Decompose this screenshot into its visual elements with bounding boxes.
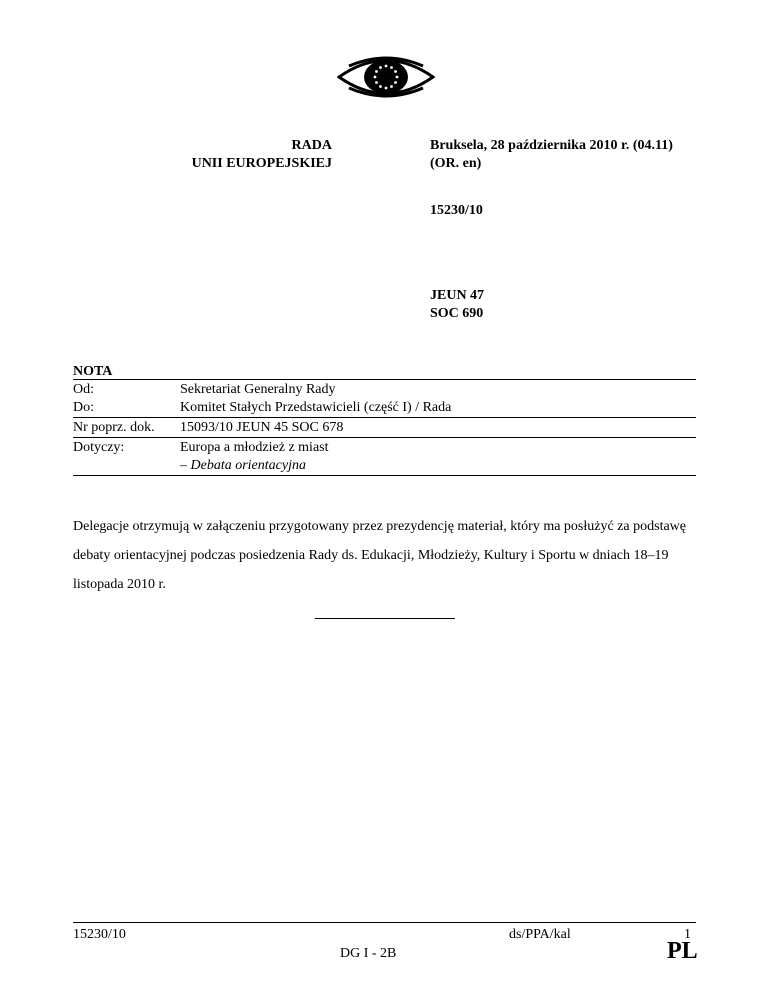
divider [73,437,696,438]
council-name [120,137,332,173]
star-icon [394,70,397,73]
eu-council-logo [337,52,435,102]
place-date-block [430,137,673,173]
star-icon [379,66,382,69]
body-paragraph: Delegacje otrzymują w załączeniu przygotowany przez prezydencję materiał, który ma posłużyć za podstawę debaty orientacyjnej podczas posiedzenia Rady ds. Edukacji, Młodzieży, Kultury i Sportu w dniach 18–19 listopada 2010 r. [73,519,686,592]
footer-page-number: 1 [684,927,691,942]
separator-line [315,618,455,619]
star-icon [374,76,377,79]
row-label-prev-doc: Nr poprz. dok. [73,420,155,435]
code-line: JEUN 47 [430,288,485,303]
star-icon [375,81,378,84]
row-label-subject: Dotyczy: [73,440,125,455]
council-line-2: UNII EUROPEJSKIEJ [191,156,332,171]
footer-doc-number: 15230/10 [73,927,126,942]
star-icon [390,85,393,88]
star-icon [394,81,397,84]
row-value-prev-doc: 15093/10 JEUN 45 SOC 678 [180,420,344,435]
star-icon [385,87,388,90]
star-icon [375,70,378,73]
footer-language: PL [667,938,698,964]
footer-dg: DG I - 2B [340,946,397,961]
code-line: SOC 690 [430,306,484,321]
row-value-to: Komitet Stałych Przedstawicieli (część I) / Rada [180,400,452,415]
footer-divider [73,922,696,923]
divider [73,475,696,476]
footer-initials: ds/PPA/kal [509,927,571,942]
interinstitutional-codes [430,287,484,323]
row-label-from: Od: [73,382,94,397]
star-icon [396,76,399,79]
star-icon [385,65,388,68]
star-icon [379,85,382,88]
divider [73,417,696,418]
council-line-1: RADA [291,138,332,153]
note-title: NOTA [73,364,113,379]
document-number: 15230/10 [430,203,483,218]
divider [73,379,696,380]
star-icon [390,66,393,69]
row-value-subject-sub: – Debata orientacyjna [180,458,306,473]
row-value-subject: Europa a młodzież z miast [180,440,329,455]
place-date: Bruksela, 28 października 2010 r. (04.11) [430,138,673,153]
row-label-to: Do: [73,400,94,415]
row-value-from: Sekretariat Generalny Rady [180,382,336,397]
original-language: (OR. en) [430,156,482,171]
